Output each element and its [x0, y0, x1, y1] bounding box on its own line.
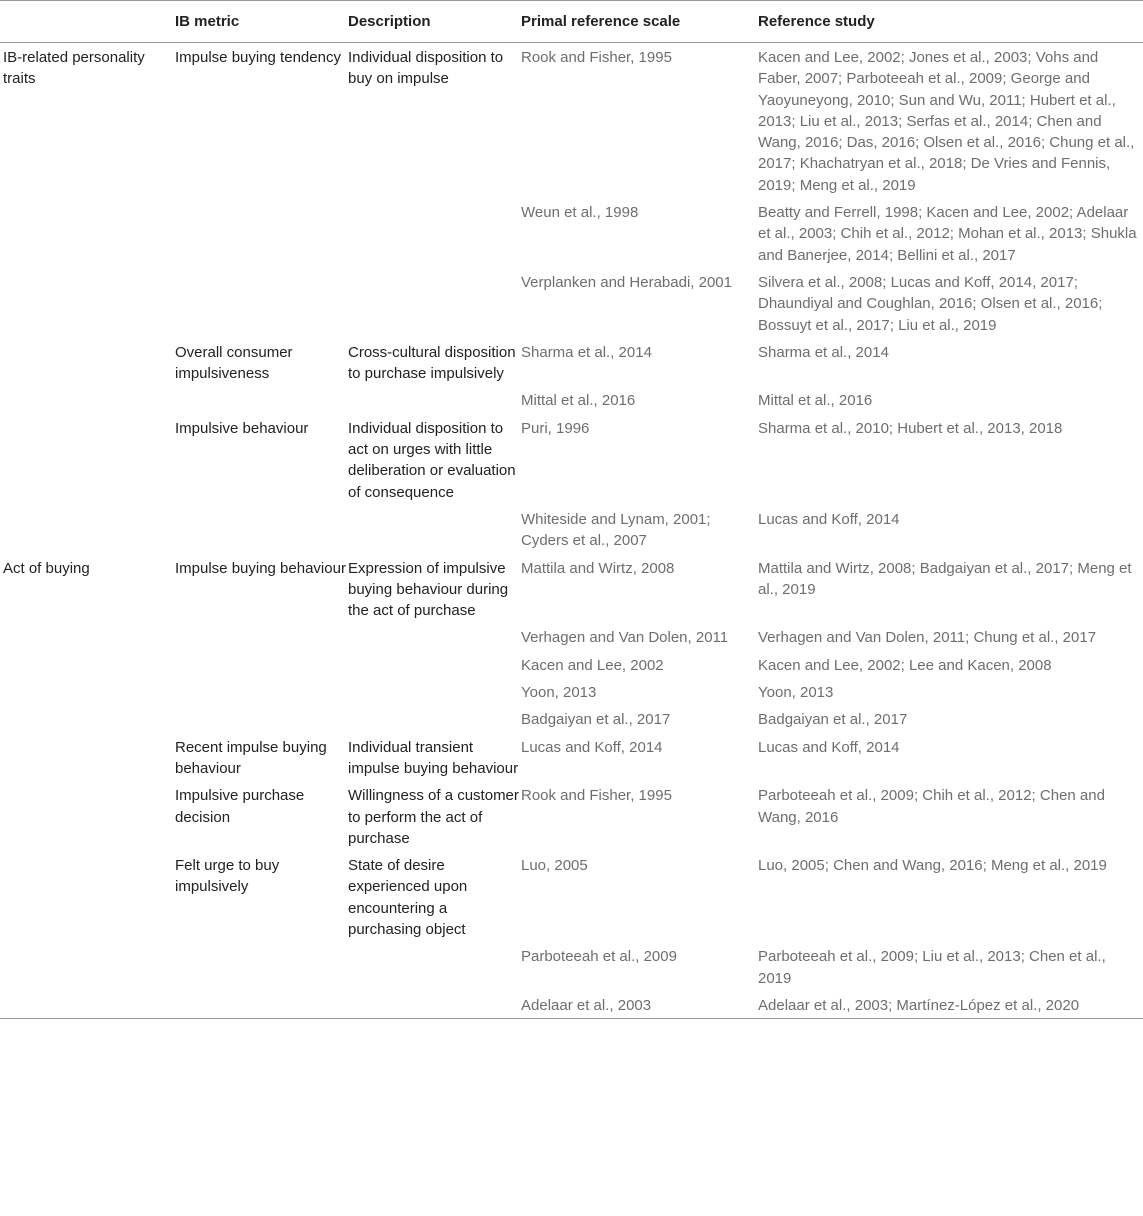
row-category	[0, 678, 175, 705]
row-reference-study: Parboteeah et al., 2009; Chih et al., 2012; Chen and Wang, 2016	[758, 787, 1105, 826]
header-category	[0, 1, 175, 43]
table-row	[0, 733, 1143, 782]
row-description	[348, 623, 521, 650]
row-ib-metric	[175, 505, 348, 554]
row-ib-metric	[175, 198, 348, 268]
row-ib-metric	[175, 942, 348, 991]
row-category	[0, 851, 175, 942]
table-body	[0, 43, 1143, 1019]
row-description	[348, 505, 521, 554]
row-reference-study: Adelaar et al., 2003; Martínez-López et al., 2020	[758, 991, 1143, 1019]
table-row	[0, 554, 1143, 624]
header-reference-study: Reference study	[758, 1, 1143, 43]
row-description	[348, 991, 521, 1019]
row-category	[0, 505, 175, 554]
row-category	[0, 781, 175, 851]
table-row	[0, 851, 1143, 942]
row-ib-metric	[175, 623, 348, 650]
row-description	[348, 705, 521, 732]
row-category	[0, 991, 175, 1019]
row-description	[348, 198, 521, 268]
row-reference-study: Kacen and Lee, 2002; Jones et al., 2003; Vohs and Faber, 2007; Parboteeah et al., 2009; George and Yaoyuneyong, 2010; Sun and Wu, 2011; Hubert et al., 2013; Liu et al., 2013; Serfas et al., 2014; Chen and Wang, 2016; Das, 2016; Olsen et al., 2016; Chung et al., 2017; Khachatryan et al., 2018; De Vries and Fennis, 2019; Meng et al., 2019	[758, 49, 1135, 194]
table-row	[0, 942, 1143, 991]
table-row	[0, 386, 1143, 413]
row-primal-reference-scale: Rook and Fisher, 1995	[521, 49, 672, 66]
row-reference-study: Beatty and Ferrell, 1998; Kacen and Lee, 2002; Adelaar et al., 2003; Chih et al., 2012; Mohan et al., 2013; Shukla and Banerjee, 2014; Bellini et al., 2017	[758, 204, 1137, 264]
row-category	[0, 338, 175, 387]
row-ib-metric	[175, 705, 348, 732]
row-description	[348, 678, 521, 705]
table-row	[0, 268, 1143, 338]
table-row	[0, 623, 1143, 650]
row-ib-metric: Overall consumer impulsiveness	[175, 343, 293, 383]
row-ib-metric	[175, 268, 348, 338]
row-ib-metric: Impulsive behaviour	[175, 419, 309, 437]
row-primal-reference-scale: Weun et al., 1998	[521, 204, 639, 222]
table-row	[0, 414, 1143, 505]
row-category	[0, 705, 175, 732]
row-reference-study: Yoon, 2013	[758, 684, 834, 702]
row-description: Individual disposition to buy on impulse	[348, 49, 504, 88]
row-description	[348, 651, 521, 678]
row-category	[0, 733, 175, 782]
row-reference-study: Kacen and Lee, 2002; Lee and Kacen, 2008	[758, 656, 1052, 674]
header-ib-metric: IB metric	[175, 1, 348, 43]
row-ib-metric: Impulse buying tendency	[175, 49, 341, 66]
row-primal-reference-scale: Rook and Fisher, 1995	[521, 787, 672, 805]
table-row	[0, 678, 1143, 705]
row-category	[0, 268, 175, 338]
row-reference-study: Parboteeah et al., 2009; Liu et al., 2013; Chen et al., 2019	[758, 948, 1106, 987]
row-description	[348, 386, 521, 413]
table-row	[0, 338, 1143, 387]
row-ib-metric: Recent impulse buying behaviour	[175, 738, 327, 777]
row-category: Act of buying	[3, 559, 90, 577]
row-primal-reference-scale: Puri, 1996	[521, 419, 590, 437]
row-primal-reference-scale: Mittal et al., 2016	[521, 392, 636, 410]
row-ib-metric	[175, 678, 348, 705]
row-category	[0, 651, 175, 678]
row-description: Expression of impulsive buying behaviour during the act of purchase	[348, 559, 509, 620]
row-primal-reference-scale: Sharma et al., 2014	[521, 343, 652, 361]
row-ib-metric	[175, 651, 348, 678]
row-primal-reference-scale: Lucas and Koff, 2014	[521, 738, 663, 756]
row-category	[0, 198, 175, 268]
row-reference-study: Mittal et al., 2016	[758, 392, 873, 410]
row-reference-study: Badgaiyan et al., 2017	[758, 711, 908, 729]
row-primal-reference-scale: Badgaiyan et al., 2017	[521, 711, 671, 729]
row-reference-study: Sharma et al., 2014	[758, 343, 889, 361]
row-primal-reference-scale: Luo, 2005	[521, 857, 588, 875]
table-row	[0, 781, 1143, 851]
table-row	[0, 705, 1143, 732]
row-ib-metric: Impulse buying behaviour	[175, 559, 346, 577]
row-category: IB-related personality traits	[3, 49, 145, 88]
row-description: State of desire experienced upon encountering a purchasing object	[348, 857, 468, 938]
row-description: Individual transient impulse buying behaviour	[348, 738, 519, 777]
row-ib-metric: Impulsive purchase decision	[175, 787, 305, 826]
row-description	[348, 268, 521, 338]
row-primal-reference-scale: Yoon, 2013	[521, 684, 597, 702]
row-ib-metric	[175, 991, 348, 1019]
row-category	[0, 414, 175, 505]
row-category	[0, 942, 175, 991]
row-reference-study: Verhagen and Van Dolen, 2011; Chung et al., 2017	[758, 629, 1097, 647]
row-reference-study: Silvera et al., 2008; Lucas and Koff, 2014, 2017; Dhaundiyal and Coughlan, 2016; Olsen et al., 2016; Bossuyt et al., 2017; Liu et al., 2019	[758, 273, 1103, 334]
table-row	[0, 991, 1143, 1019]
header-row	[0, 1, 1143, 43]
row-reference-study: Mattila and Wirtz, 2008; Badgaiyan et al., 2017; Meng et al., 2019	[758, 559, 1132, 598]
row-category	[0, 386, 175, 413]
table-row	[0, 43, 1143, 199]
row-primal-reference-scale: Verplanken and Herabadi, 2001	[521, 273, 732, 291]
row-reference-study: Lucas and Koff, 2014	[758, 510, 900, 528]
row-ib-metric	[175, 386, 348, 413]
row-description: Individual disposition to act on urges with little deliberation or evaluation of consequence	[348, 419, 516, 501]
row-primal-reference-scale: Whiteside and Lynam, 2001; Cyders et al., 2007	[521, 510, 711, 550]
row-ib-metric: Felt urge to buy impulsively	[175, 857, 280, 896]
row-primal-reference-scale: Adelaar et al., 2003	[521, 991, 758, 1019]
row-primal-reference-scale: Mattila and Wirtz, 2008	[521, 559, 675, 577]
row-reference-study: Luo, 2005; Chen and Wang, 2016; Meng et al., 2019	[758, 857, 1107, 875]
row-description	[348, 942, 521, 991]
row-category	[0, 623, 175, 650]
row-reference-study: Sharma et al., 2010; Hubert et al., 2013, 2018	[758, 419, 1063, 437]
row-primal-reference-scale: Verhagen and Van Dolen, 2011	[521, 629, 729, 647]
row-primal-reference-scale: Kacen and Lee, 2002	[521, 656, 664, 674]
row-description: Willingness of a customer to perform the act of purchase	[348, 787, 519, 847]
table-row	[0, 505, 1143, 554]
row-description: Cross-cultural disposition to purchase impulsively	[348, 343, 516, 383]
header-description: Description	[348, 1, 521, 43]
table-row	[0, 651, 1143, 678]
header-primal-reference-scale: Primal reference scale	[521, 1, 758, 43]
table-row	[0, 198, 1143, 268]
row-primal-reference-scale: Parboteeah et al., 2009	[521, 948, 677, 966]
row-reference-study: Lucas and Koff, 2014	[758, 738, 900, 756]
